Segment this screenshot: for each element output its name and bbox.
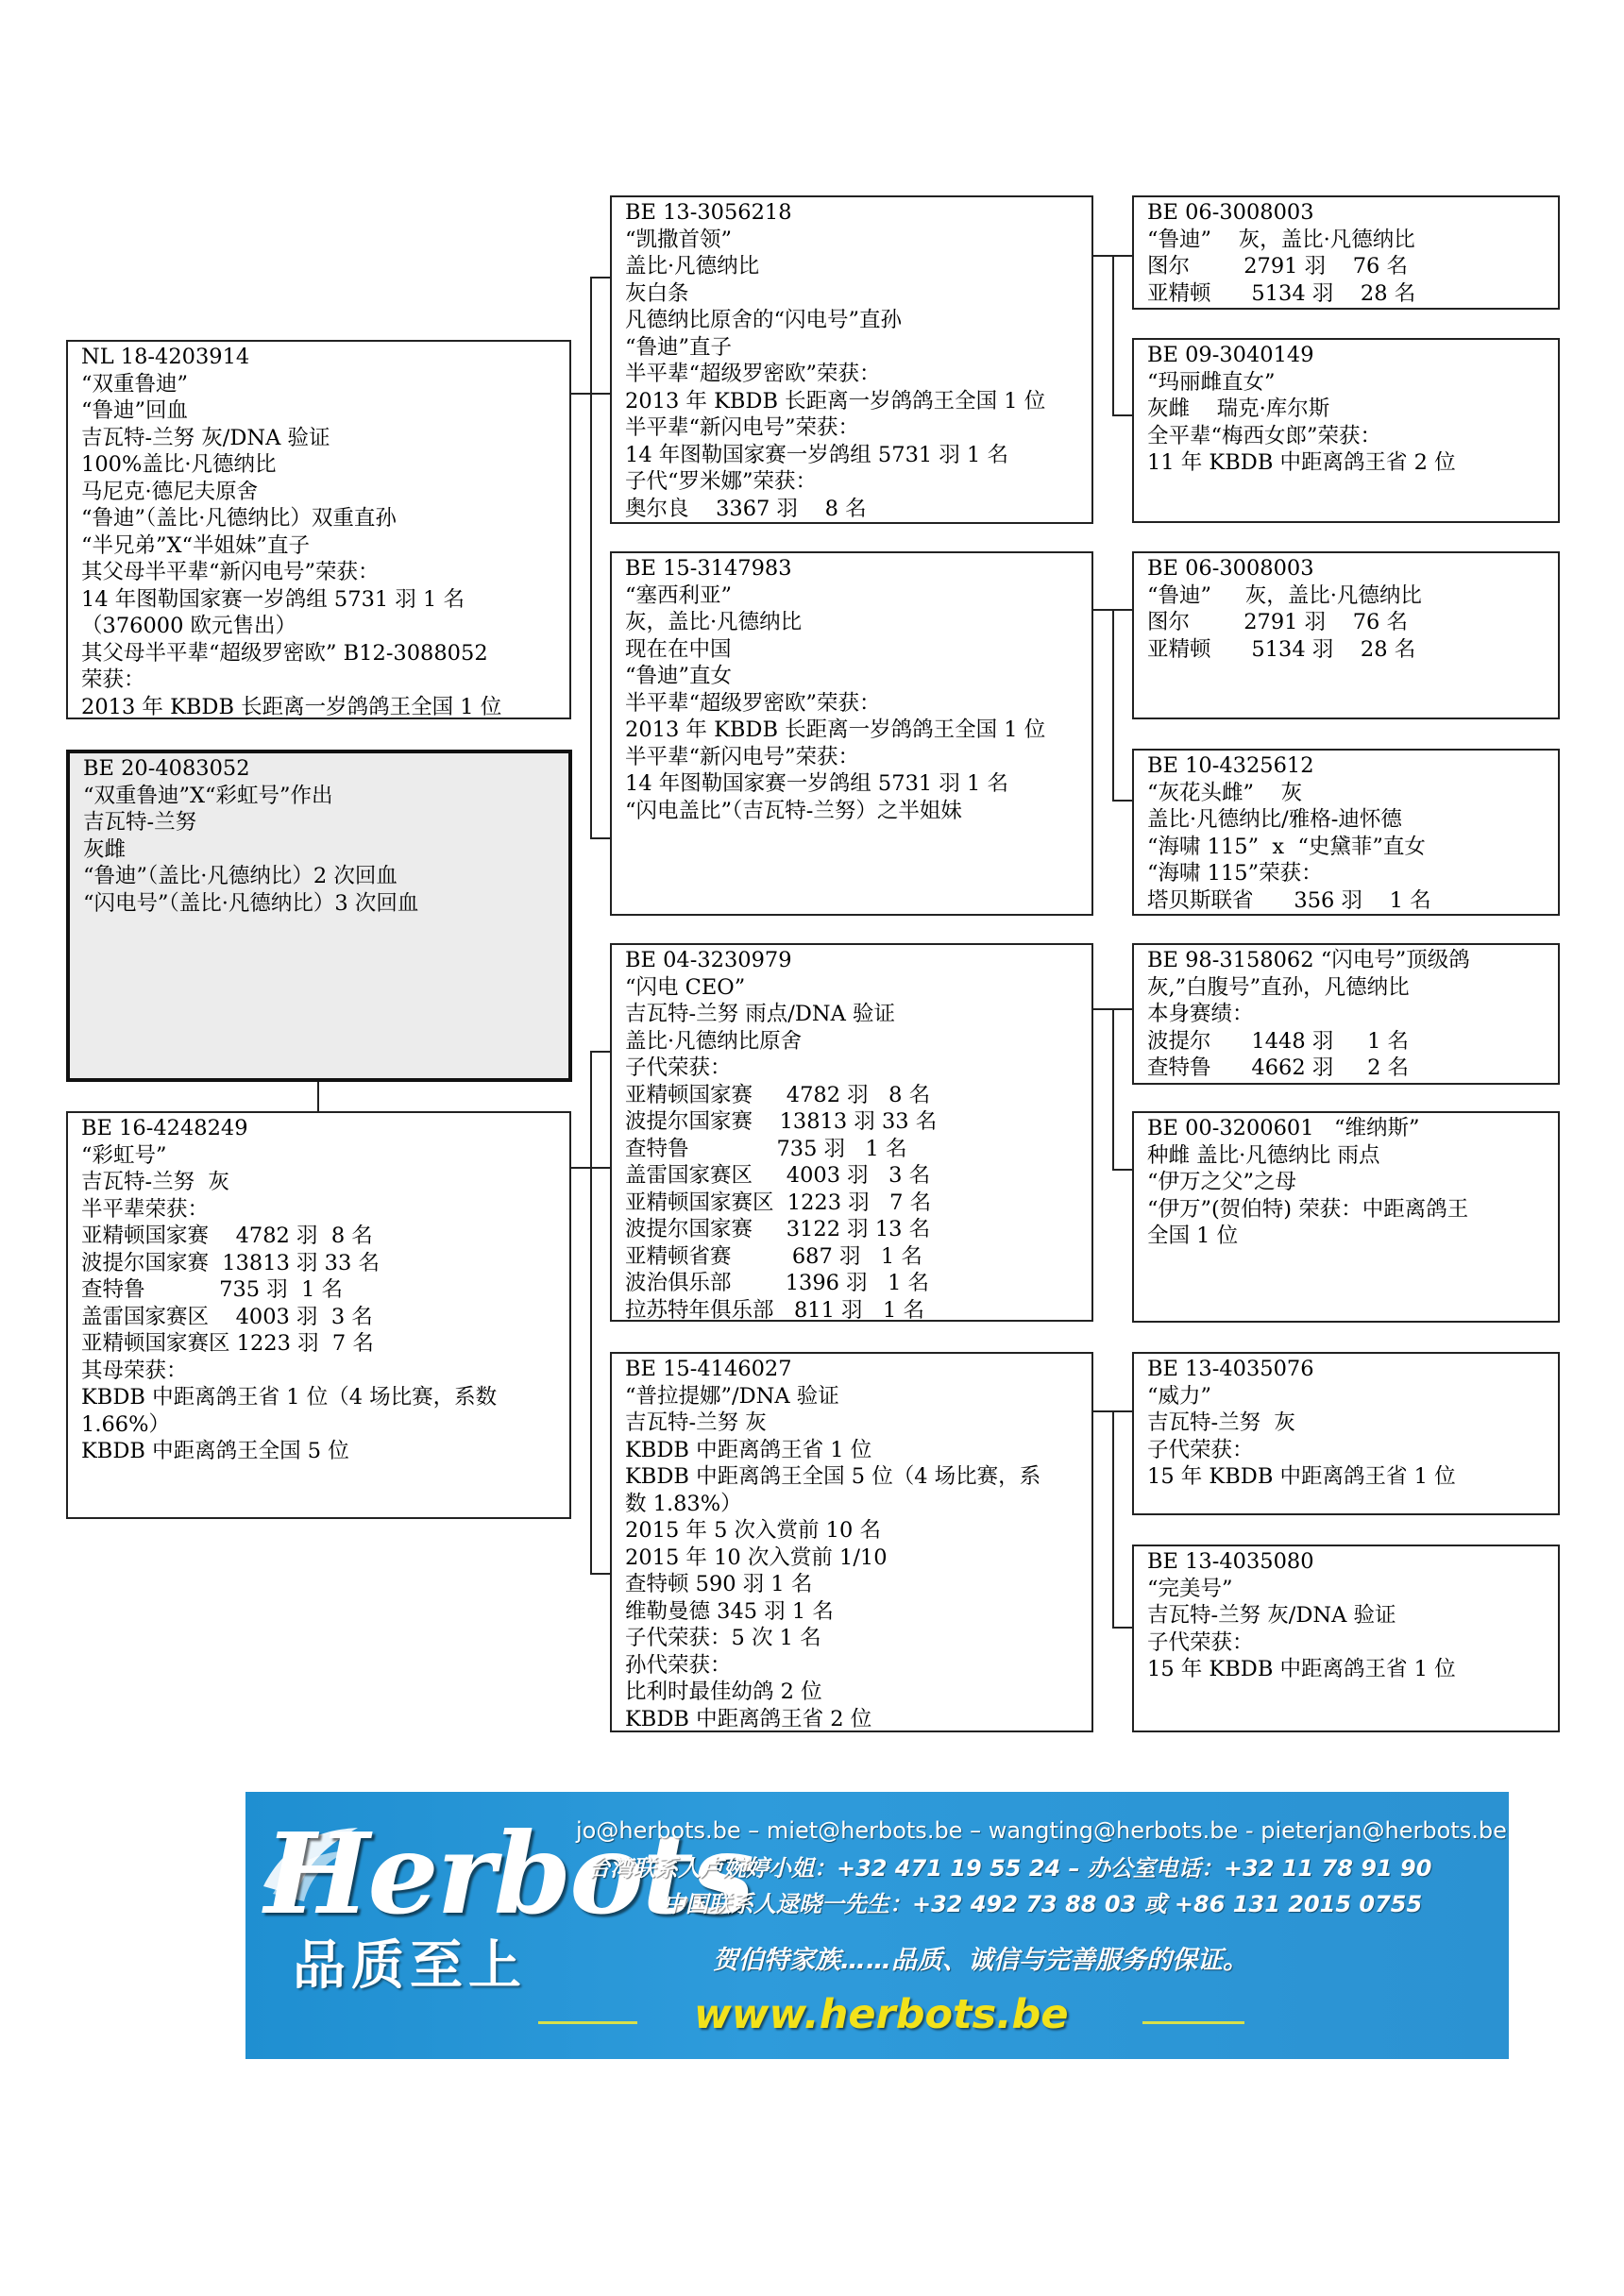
card-line: 波提尔国家赛 13813 羽 33 名 [81,1250,380,1275]
card-line: 子代“罗米娜”荣获： [625,469,818,494]
card-line: KBDB 中距离鸽王省 1 位（4 场比赛，系数 [81,1385,498,1410]
card-line: 盖比·凡德纳比原舍 [625,1028,803,1054]
dd-dam-card [1132,1545,1560,1732]
slogan: 品质至上 [293,1935,527,1997]
card-line: “鲁迪”回血 [81,398,189,423]
card-line: 11 年 KBDB 中距离鸽王省 2 位 [1147,450,1456,475]
ring-number: BE 04-3230979 [625,948,792,972]
connector [317,1081,319,1111]
card-line: KBDB 中距离鸽王全国 5 位（4 场比赛，系 [625,1464,1041,1489]
card-line: 吉瓦特-兰努 雨点/DNA 验证 [625,1002,895,1026]
sire-sire-card [610,195,1093,524]
card-line: 波提尔国家赛 3122 羽 13 名 [625,1217,931,1241]
card-line: “鲁迪”直女 [625,664,733,688]
card-line: 波提尔 1448 羽 1 名 [1147,1028,1410,1054]
connector [1112,800,1132,802]
connector [1112,1627,1132,1629]
card-line: 亚精顿国家赛 4782 羽 8 名 [625,1082,931,1107]
card-line: “彩虹号” [81,1142,167,1168]
ring-number: BE 06-3008003 [1147,200,1314,225]
card-line: 查特鲁 735 羽 1 名 [625,1136,907,1161]
connector [1112,255,1114,414]
card-line: 15 年 KBDB 中距离鸽王省 1 位 [1147,1657,1456,1681]
card-line: “伊万”(贺伯特) 荣获：中距离鸽王 [1147,1196,1469,1222]
card-line: 半平辈荣获： [81,1196,210,1222]
card-line: 图尔 2791 羽 76 名 [1147,254,1409,279]
card-line: “闪电号”（盖比·凡德纳比）3 次回血 [83,890,419,916]
card-line: “海啸 115” x “史黛菲”直女 [1147,834,1426,859]
card-line: “鲁迪”直子 [625,334,733,360]
card-line: 2015 年 10 次入赏前 1/10 [625,1545,888,1570]
divider [1142,2021,1244,2024]
card-line: “凯撒首领” [625,227,733,252]
sd-sire-card [1132,551,1560,719]
card-line: 子代荣获： [1147,1437,1254,1462]
card-line: 半平辈“超级罗密欧”荣获： [625,362,881,386]
connector [1112,1410,1114,1627]
card-line: 亚精顿国家赛区 1223 羽 7 名 [81,1331,374,1356]
card-line: 子代荣获： [1147,1629,1254,1655]
ring-number: BE 16-4248249 [81,1116,248,1140]
card-line: “灰花头雌” 灰 [1147,780,1303,805]
card-line: 塔贝斯联省 356 羽 1 名 [1147,887,1431,913]
card-line: 灰雌 [83,836,127,862]
card-line: 拉苏特年俱乐部 811 羽 1 名 [625,1297,924,1322]
card-line: 14 年图勒国家赛一岁鸽组 5731 羽 1 名 [625,771,1008,796]
card-line: 亚精顿 5134 羽 28 名 [1147,636,1416,662]
card-line: 亚精顿省赛 687 羽 1 名 [625,1243,922,1269]
card-line: “双重鲁迪”X“彩虹号”作出 [83,783,333,808]
card-line: 凡德纳比原舍的“闪电号”直孙 [625,308,903,332]
card-line: 1.66%） [81,1411,170,1437]
card-line: 灰白条 [625,280,689,306]
card-line: “塞西利亚” [625,582,733,608]
card-line: 查特鲁 4662 羽 2 名 [1147,1055,1410,1080]
card-line: 吉瓦特-兰努 灰 [81,1170,229,1194]
ring-number: BE 00-3200601 “维纳斯” [1147,1116,1420,1140]
card-line: 吉瓦特-兰努 [83,810,197,835]
divider [538,2021,637,2024]
card-line: KBDB 中距离鸽王省 2 位 [625,1706,872,1731]
card-line: 15 年 KBDB 中距离鸽王省 1 位 [1147,1464,1456,1489]
ring-number: BE 09-3040149 [1147,343,1314,367]
connector [590,837,611,839]
dam-sire-card [610,943,1093,1322]
card-line: 查特顿 590 羽 1 名 [625,1572,813,1596]
card-line: “鲁迪” 灰，盖比·凡德纳比 [1147,227,1415,252]
card-line: 灰雌 瑞克·库尔斯 [1147,397,1330,421]
card-line: 吉瓦特-兰努 灰 [625,1410,767,1435]
card-line: 14 年图勒国家赛一岁鸽组 5731 羽 1 名 [81,586,465,612]
ds-dam-card [1132,1111,1560,1323]
ring-number: BE 13-4035080 [1147,1549,1314,1574]
card-line: 现在在中国 [625,636,732,662]
card-line: 荣获： [81,667,145,692]
connector [1112,1008,1114,1169]
connector [590,277,611,279]
card-line: “鲁迪”（盖比·凡德纳比）2 次回血 [83,864,398,888]
motto: 贺伯特家族……品质、诚信与完善服务的保证。 [713,1946,1248,1975]
card-line: 全国 1 位 [1147,1224,1239,1248]
ss-dam-card [1132,338,1560,523]
card-line: 图尔 2791 羽 76 名 [1147,610,1409,634]
ring-number: BE 20-4083052 [83,756,250,781]
card-line: 比利时最佳幼鸽 2 位 [625,1680,822,1704]
card-line: “玛丽雌直女” [1147,369,1276,395]
ring-number: BE 98-3158062 “闪电号”顶级鸽 [1147,948,1470,972]
card-line: 吉瓦特-兰努 灰/DNA 验证 [81,425,330,450]
subject-card [66,750,572,1082]
herbots-banner [245,1792,1509,2059]
card-line: 吉瓦特-兰努 灰 [1147,1410,1295,1435]
herbots-logo: Herbots [264,1808,753,1939]
card-line: “威力” [1147,1383,1212,1409]
card-line: 亚精顿国家赛区 1223 羽 7 名 [625,1190,932,1215]
card-line: 种雌 盖比·凡德纳比 雨点 [1147,1142,1380,1168]
ring-number: BE 13-4035076 [1147,1357,1314,1381]
ring-number: BE 10-4325612 [1147,753,1314,778]
card-line: “鲁迪”（盖比·凡德纳比）双重直孙 [81,506,397,531]
website-link[interactable]: www.herbots.be [694,1991,1069,2038]
card-line: 吉瓦特-兰努 灰/DNA 验证 [1147,1603,1396,1628]
card-line: 灰,”白腹号”直孙，凡德纳比 [1147,974,1410,1000]
card-line: 本身赛绩： [1147,1002,1254,1026]
card-line: KBDB 中距离鸽王全国 5 位 [81,1439,349,1463]
card-line: 半平辈“超级罗密欧”荣获： [625,690,881,716]
card-line: 半平辈“新闪电号”荣获： [625,744,860,769]
card-line: 奥尔良 3367 羽 8 名 [625,496,867,521]
card-line: 子代荣获： [625,1055,732,1080]
card-line: 数 1.83%） [625,1491,742,1516]
ring-number: NL 18-4203914 [81,345,250,369]
card-line: “闪电 CEO” [625,974,746,1000]
ring-number: BE 06-3008003 [1147,556,1314,581]
china-contact: 中国联系人逯晓一先生：+32 492 73 88 03 或 +86 131 2015 0755 [663,1891,1423,1917]
card-line: 2013 年 KBDB 长距离一岁鸽鸽王全国 1 位 [625,718,1046,742]
sire-card [66,340,571,719]
card-line: 子代荣获：5 次 1 名 [625,1626,821,1650]
sire-dam-card [610,551,1093,916]
ss-sire-card [1132,195,1560,310]
card-line: 波提尔国家赛 13813 羽 33 名 [625,1109,938,1134]
card-line: 盖雷国家赛区 4003 羽 3 名 [81,1304,373,1329]
card-line: “普拉提娜”/DNA 验证 [625,1383,839,1409]
connector [590,277,592,837]
dam-card [66,1111,571,1519]
card-line: 盖比·凡德纳比/雅格-迪怀德 [1147,807,1402,832]
card-line: 其父母半平辈“超级罗密欧” B12-3088052 [81,640,488,666]
ring-number: BE 13-3056218 [625,200,792,225]
card-line: 查特鲁 735 羽 1 名 [81,1277,344,1302]
card-line: 2015 年 5 次入赏前 10 名 [625,1518,881,1543]
card-line: 波治俱乐部 1396 羽 1 名 [625,1271,930,1295]
card-line: 亚精顿国家赛 4782 羽 8 名 [81,1224,373,1248]
dam-dam-card [610,1352,1093,1732]
taiwan-contact: 台湾联系人卢婉婷小姐：+32 471 19 55 24 – 办公室电话：+32 11 78 91 90 [587,1855,1432,1882]
sd-dam-card [1132,749,1560,916]
connector [590,1051,592,1573]
card-line: 半平辈“新闪电号”荣获： [625,415,860,440]
card-line: “半兄弟”X“半姐妹”直子 [81,532,311,558]
card-line: 盖比·凡德纳比 [625,254,760,279]
card-line: “海啸 115”荣获： [1147,861,1323,886]
card-line: 马尼克·德尼夫原舍 [81,479,259,504]
connector [590,1573,611,1575]
card-line: 其母荣获： [81,1358,188,1383]
card-line: 2013 年 KBDB 长距离一岁鸽鸽王全国 1 位 [81,694,502,719]
card-line: “鲁迪” 灰，盖比·凡德纳比 [1147,582,1422,608]
card-line: 盖雷国家赛区 4003 羽 3 名 [625,1163,931,1188]
card-line: （376000 欧元售出） [81,614,297,638]
card-line: 全平辈“梅西女郎”荣获： [1147,423,1382,448]
card-line: 14 年图勒国家赛一岁鸽组 5731 羽 1 名 [625,442,1008,467]
email-addresses[interactable]: jo@herbots.be – miet@herbots.be – wangting@herbots.be - pieterjan@herbots.be [576,1817,1507,1844]
connector [1112,1169,1132,1171]
card-line: “闪电盖比”（吉瓦特-兰努）之半姐妹 [625,798,962,823]
dd-sire-card [1132,1352,1560,1515]
ds-sire-card [1132,943,1560,1085]
card-line: 亚精顿 5134 羽 28 名 [1147,280,1416,306]
ring-number: BE 15-4146027 [625,1357,792,1381]
connector [1112,609,1114,800]
connector [1112,414,1132,416]
card-line: 灰，盖比·凡德纳比 [625,610,803,634]
connector [590,1051,611,1053]
ring-number: BE 15-3147983 [625,556,792,581]
card-line: 2013 年 KBDB 长距离一岁鸽鸽王全国 1 位 [625,388,1046,414]
card-line: KBDB 中距离鸽王省 1 位 [625,1437,872,1462]
card-line: “完美号” [1147,1576,1233,1601]
card-line: 100%盖比·凡德纳比 [81,452,277,477]
card-line: “伊万之父”之母 [1147,1170,1297,1194]
card-line: “双重鲁迪” [81,371,189,397]
card-line: 其父母半平辈“新闪电号”荣获： [81,560,380,584]
card-line: 维勒曼德 345 羽 1 名 [625,1598,834,1624]
card-line: 孙代荣获： [625,1652,732,1678]
